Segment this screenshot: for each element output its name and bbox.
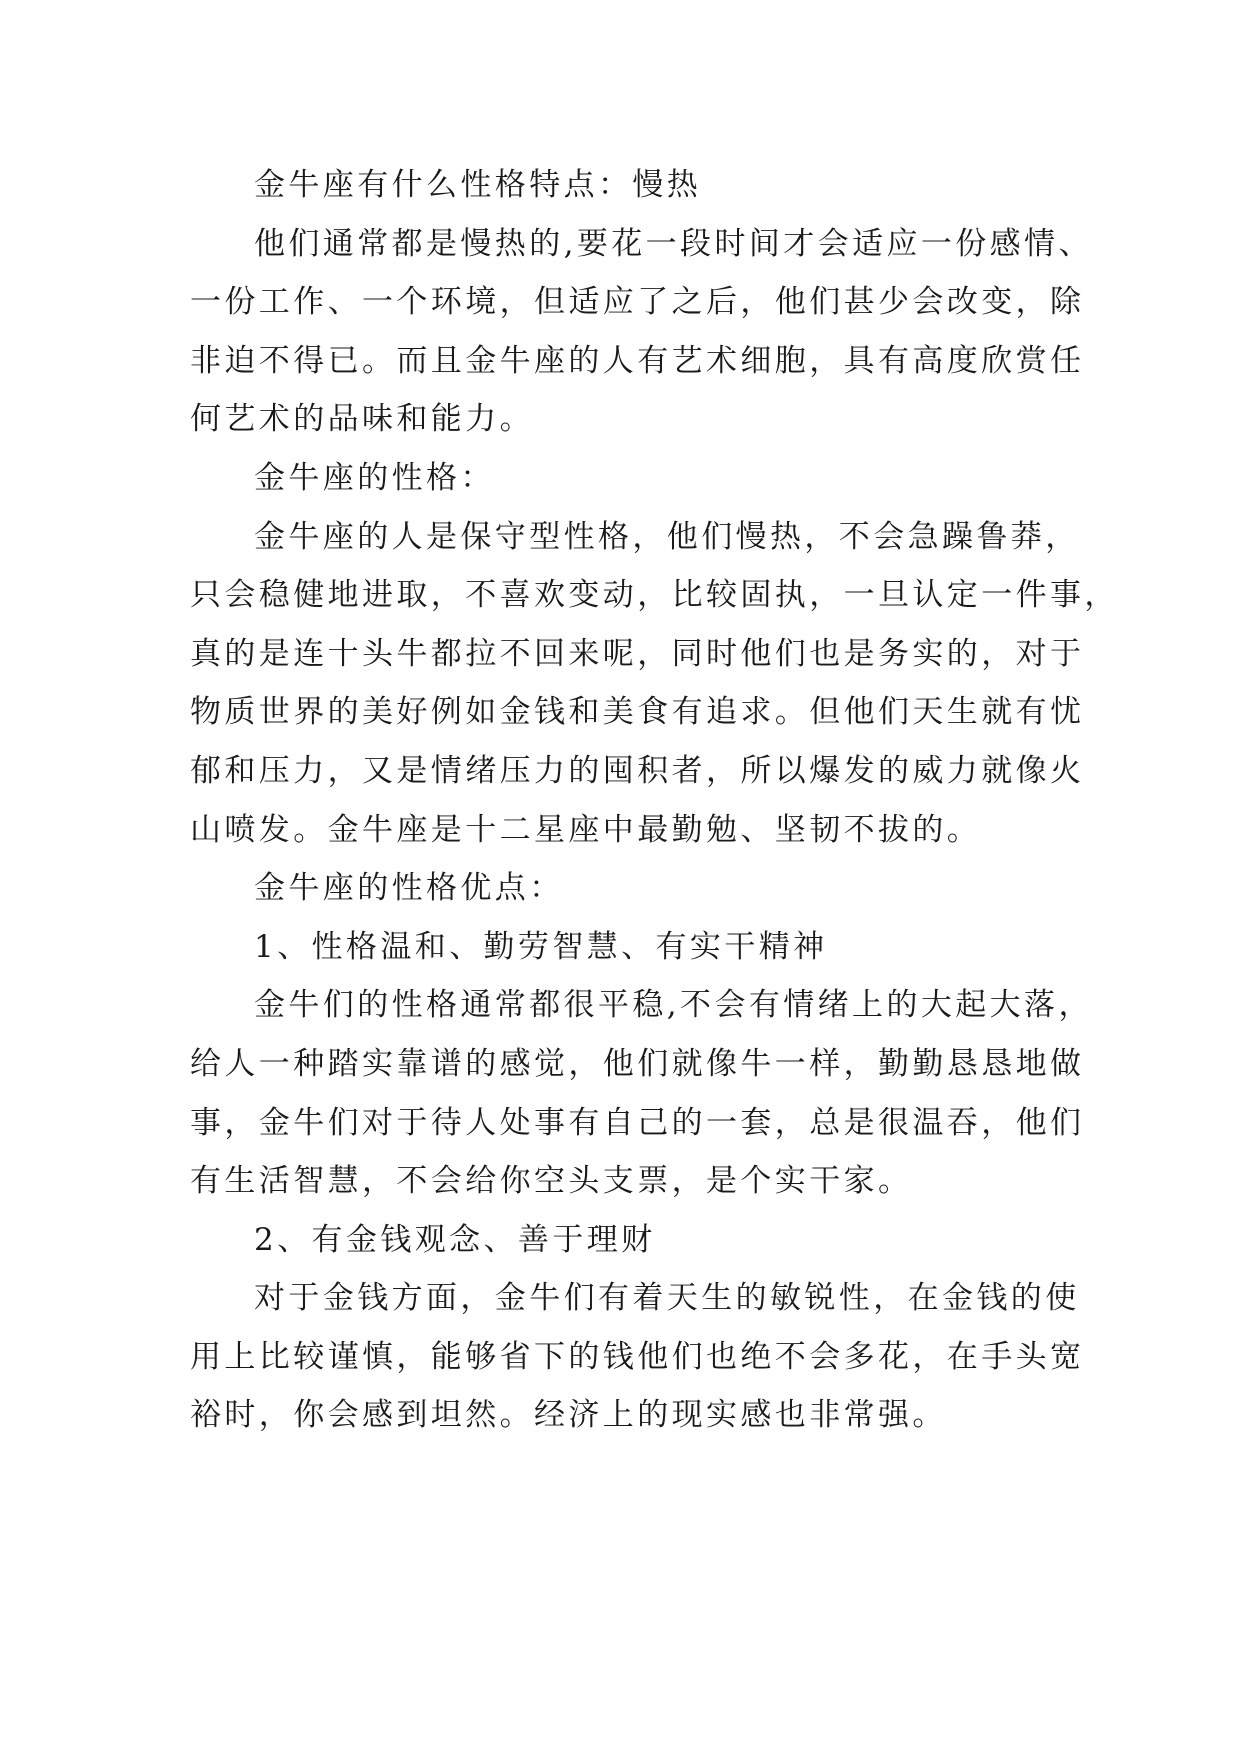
- text-line: 裕时，你会感到坦然。经济上的现实感也非常强。: [190, 1397, 947, 1434]
- paragraph-heading-strength-1: [190, 918, 1070, 977]
- text-line: 郁和压力，又是情绪压力的囤积者，所以爆发的威力就像火: [190, 752, 1085, 789]
- text-line: 真的是连十头牛都拉不回来呢，同时他们也是务实的，对于: [190, 635, 1085, 672]
- text-line: 有生活智慧，不会给你空头支票，是个实干家。: [190, 1163, 913, 1200]
- paragraph-heading-personality: [190, 449, 1070, 508]
- text-line: 金牛们的性格通常都很平稳,不会有情绪上的大起大落，: [254, 987, 1093, 1024]
- text-line: 物质世界的美好例如金钱和美食有追求。但他们天生就有忧: [190, 694, 1085, 731]
- text-line: 非迫不得已。而且金牛座的人有艺术细胞，具有高度欣赏任: [190, 342, 1085, 379]
- paragraph-heading-strengths: [190, 859, 1070, 918]
- text-line: 山喷发。金牛座是十二星座中最勤勉、坚韧不拔的。: [190, 811, 982, 848]
- text-line: 金牛座的性格：: [254, 459, 495, 496]
- text-line: 2、有金钱观念、善于理财: [254, 1221, 656, 1258]
- text-line: 1、性格温和、勤劳智慧、有实干精神: [254, 928, 828, 965]
- text-line: 事，金牛们对于待人处事有自己的一套，总是很温吞，他们: [190, 1104, 1085, 1141]
- text-line: 一份工作、一个环境，但适应了之后，他们甚少会改变，除: [190, 284, 1085, 321]
- text-line: 金牛座的人是保守型性格，他们慢热，不会急躁鲁莽，: [254, 518, 1080, 555]
- text-line: 给人一种踏实靠谱的感觉，他们就像牛一样，勤勤恳恳地做: [190, 1045, 1085, 1082]
- text-line: 金牛座的性格优点：: [254, 870, 564, 907]
- paragraph-heading-slow-warm: [190, 156, 1070, 215]
- text-line: 何艺术的品味和能力。: [190, 401, 534, 438]
- document-body: [190, 156, 1119, 1445]
- paragraph-slow-warm: [190, 215, 1093, 449]
- text-line: 用上比较谨慎，能够省下的钱他们也绝不会多花，在手头宽: [190, 1338, 1085, 1375]
- text-line: 金牛座有什么性格特点：慢热: [254, 167, 702, 203]
- text-line: 只会稳健地进取，不喜欢变动，比较固执，一旦认定一件事，: [190, 577, 1119, 614]
- text-line: 他们通常都是慢热的,要花一段时间才会适应一份感情、: [254, 225, 1093, 262]
- paragraph-strength-2: [190, 1269, 1085, 1445]
- text-line: 对于金钱方面，金牛们有着天生的敏锐性，在金钱的使: [254, 1280, 1080, 1317]
- paragraph-heading-strength-2: [190, 1211, 1070, 1270]
- paragraph-strength-1: [190, 976, 1093, 1210]
- paragraph-personality: [190, 508, 1119, 860]
